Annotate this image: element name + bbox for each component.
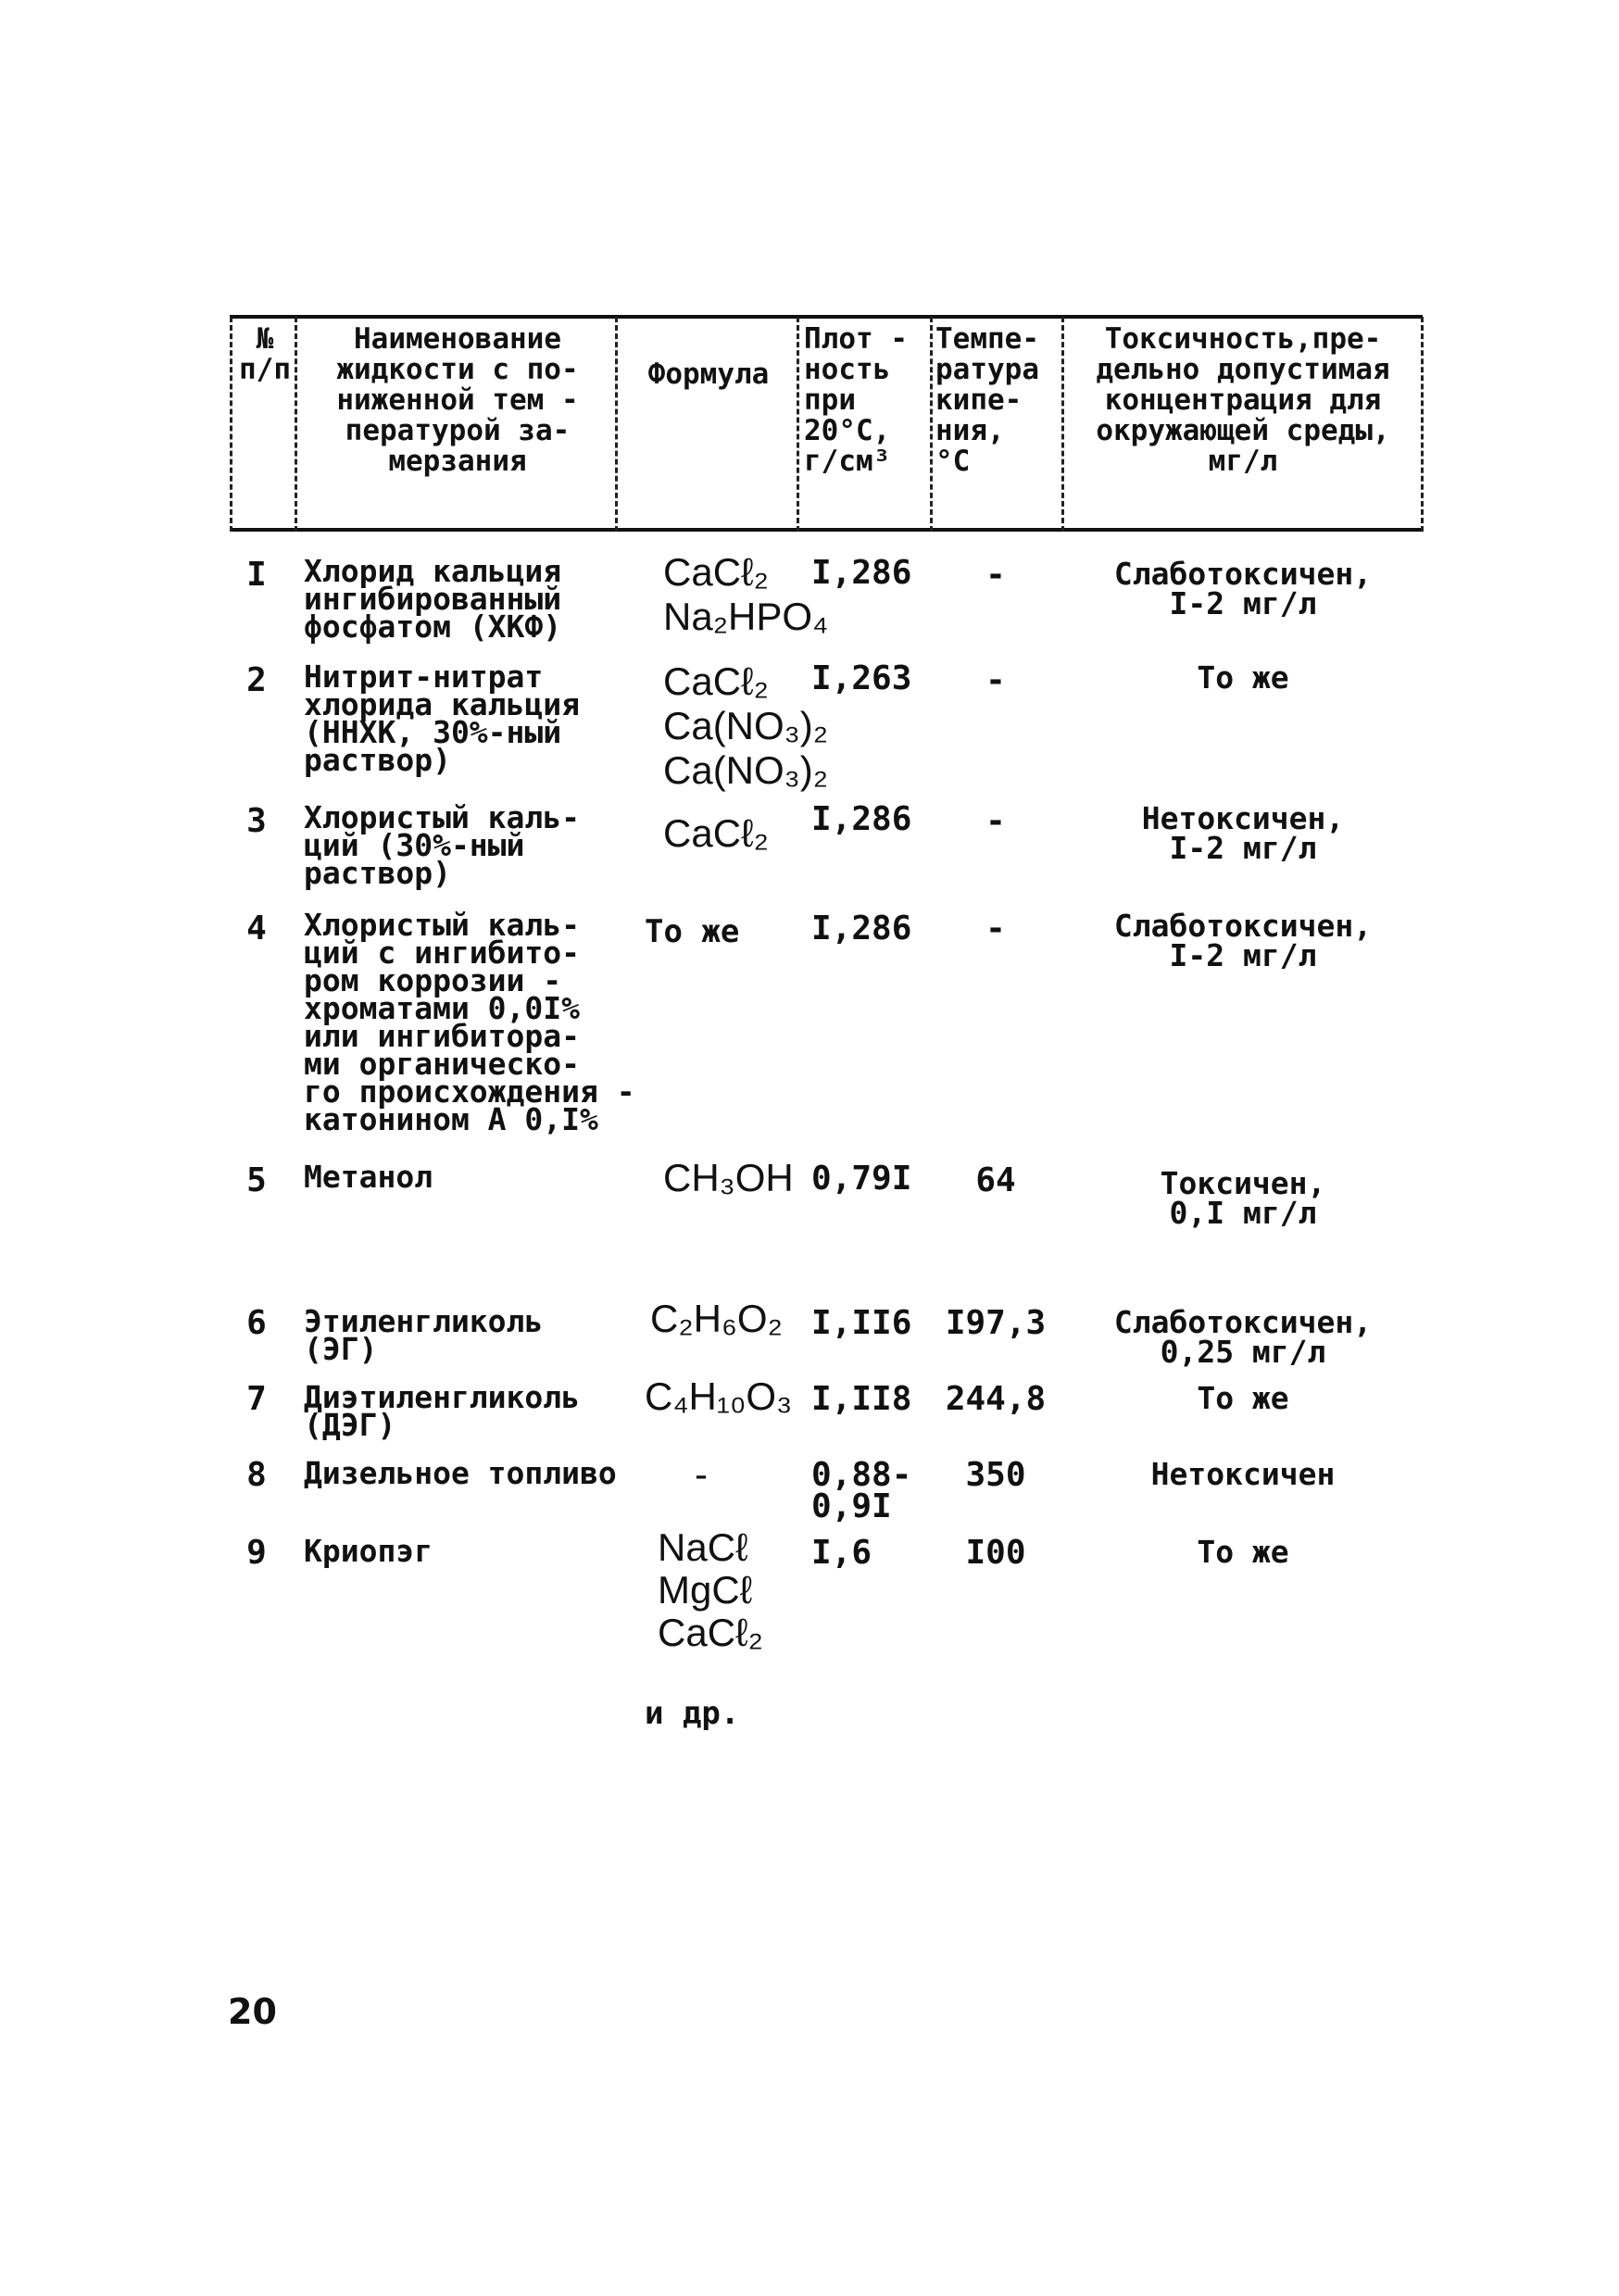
row-name: Дизельное топливо (304, 1455, 617, 1491)
header-no: № п/п (239, 322, 291, 386)
row-boiling-temp: - (985, 661, 1006, 699)
row-boiling-temp: I97,3 (945, 1304, 1047, 1342)
row-formula: CH₃OH (663, 1156, 794, 1199)
col-separator (797, 317, 799, 532)
header-tox: Токсичность,пре- дельно допустимая концентрация для окружающей среды, мг/л (1096, 322, 1390, 478)
row-name: Этиленгликоль (ЭГ) (304, 1303, 544, 1367)
col-separator (1061, 317, 1064, 532)
row-number: 5 (246, 1161, 267, 1199)
row-density: I,286 (811, 910, 912, 947)
row-name: Хлористый каль- ций с ингибито- ром коррозии - хроматами 0,0I% или ингибитора- ми органическо- го происхождения - катонином А 0,I% (304, 907, 635, 1137)
table-header-bottom-rule (230, 528, 1423, 532)
row-boiling-temp: 64 (975, 1161, 1016, 1199)
row-toxicity: Нетоксичен (1150, 1456, 1336, 1492)
row-number: 8 (246, 1456, 267, 1494)
row-density: 0,88- 0,9I (811, 1456, 912, 1525)
formula-footnote: и др. (645, 1695, 740, 1732)
row-density: I,263 (811, 659, 912, 697)
row-density: I,II8 (811, 1380, 912, 1418)
row-number: 3 (246, 802, 267, 840)
row-formula: C₄H₁₀O₃ (645, 1374, 793, 1418)
col-separator (615, 317, 618, 532)
header-name: Наименование жидкости с по- ниженной тем - пературой за- мерзания (336, 322, 579, 478)
row-name: Хлористый каль- ций (30%-ный раствор) (304, 799, 581, 891)
row-formula: CaCℓ₂ (663, 811, 769, 855)
row-name: Нитрит-нитрат хлорида кальция (ННХК, 30%-ный раствор) (304, 659, 581, 778)
row-toxicity: То же (1197, 1534, 1289, 1570)
row-toxicity: То же (1197, 1380, 1289, 1416)
row-density: I,II6 (811, 1304, 912, 1342)
col-separator (930, 317, 933, 532)
row-number: 2 (246, 661, 267, 699)
col-separator (1421, 317, 1424, 532)
row-number: 9 (246, 1534, 267, 1572)
row-boiling-temp: I00 (965, 1534, 1026, 1572)
row-toxicity: Слаботоксичен, I-2 мг/л (1113, 556, 1373, 621)
row-formula: - (695, 1452, 708, 1496)
row-density: I,286 (811, 554, 912, 592)
row-name: Хлорид кальция ингибированный фосфатом (ХКФ) (304, 553, 562, 645)
row-name: Криопэг (304, 1533, 433, 1569)
row-formula: То же (645, 913, 740, 950)
row-boiling-temp: 244,8 (945, 1380, 1047, 1418)
header-temp: Темпе- ратура кипе- ния, °С (935, 322, 1039, 478)
header-density: Плот - ность при 20°С, г/см³ (804, 322, 908, 478)
row-density: 0,79I (811, 1160, 912, 1198)
row-toxicity: Слаботоксичен, 0,25 мг/л (1113, 1304, 1373, 1370)
row-density: I,286 (811, 800, 912, 838)
row-boiling-temp: 350 (965, 1456, 1026, 1494)
row-toxicity: Токсичен, 0,I мг/л (1160, 1165, 1326, 1231)
row-toxicity: То же (1197, 659, 1289, 696)
row-number: 7 (246, 1380, 267, 1418)
page-number: 20 (228, 1991, 277, 2032)
row-number: 6 (246, 1304, 267, 1342)
row-toxicity: Нетоксичен, I-2 мг/л (1141, 800, 1345, 866)
row-density: I,6 (811, 1534, 872, 1572)
row-formula: CaCℓ₂ Na₂HPO₄ (663, 550, 829, 638)
row-number: I (246, 556, 267, 594)
row-toxicity: Слаботоксичен, I-2 мг/л (1113, 908, 1373, 973)
row-formula: C₂H₆O₂ (650, 1297, 783, 1340)
row-number: 4 (246, 910, 267, 947)
col-separator (230, 317, 232, 532)
row-name: Диэтиленгликоль (ДЭГ) (304, 1379, 581, 1443)
row-name: Метанол (304, 1159, 433, 1195)
row-boiling-temp: - (985, 910, 1006, 947)
row-formula: NaCℓ MgCℓ CaCℓ₂ (658, 1525, 763, 1654)
row-boiling-temp: - (985, 802, 1006, 840)
header-formula: Формула (647, 358, 770, 391)
table-top-rule (230, 315, 1423, 319)
row-boiling-temp: - (985, 556, 1006, 594)
row-formula: CaCℓ₂ Ca(NO₃)₂ Ca(NO₃)₂ (663, 659, 829, 792)
col-separator (295, 317, 297, 532)
